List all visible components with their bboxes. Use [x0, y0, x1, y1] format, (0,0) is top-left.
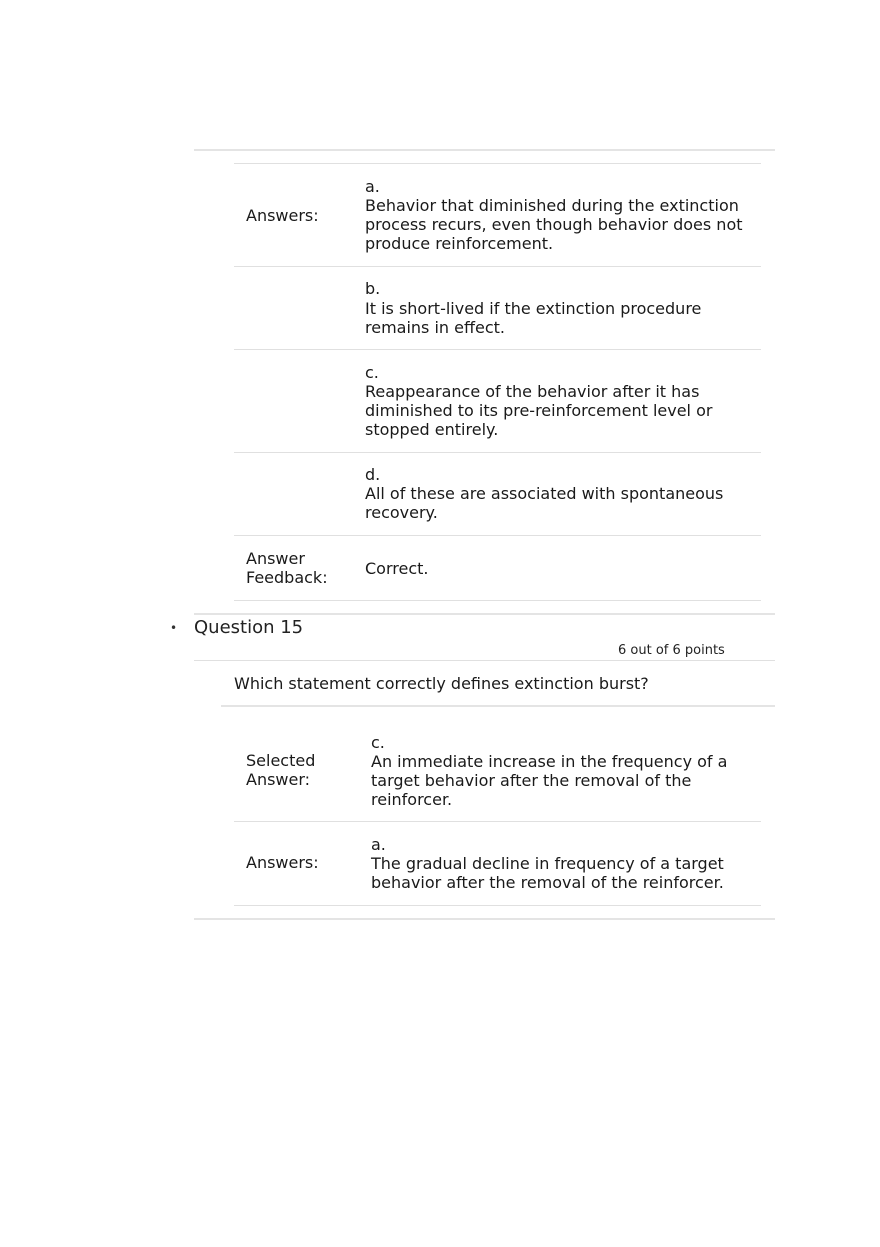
feedback-value: Correct.	[365, 559, 429, 578]
option-d-letter: d.	[365, 465, 381, 484]
selected-answer-label-line-2: Answer:	[246, 770, 311, 789]
divider-option-d	[234, 535, 761, 536]
divider-answers	[234, 905, 761, 906]
option-b-line-2: remains in effect.	[365, 318, 506, 337]
selected-answer-letter: c.	[371, 733, 385, 752]
divider-top	[194, 149, 775, 151]
list-bullet: •	[170, 621, 178, 635]
divider-answers-top	[234, 163, 761, 164]
option-c-letter: c.	[365, 363, 379, 382]
feedback-label-line-2: Feedback:	[246, 568, 328, 587]
option-c-line-3: stopped entirely.	[365, 420, 499, 439]
feedback-label-line-1: Answer	[246, 549, 305, 568]
selected-answer-line-2: target behavior after the removal of the	[371, 771, 692, 790]
selected-answer-line-3: reinforcer.	[371, 790, 453, 809]
divider-feedback	[234, 600, 761, 601]
selected-answer-label-line-1: Selected	[246, 751, 316, 770]
option-b-letter: b.	[365, 279, 381, 298]
divider-question-14-end	[194, 613, 775, 615]
divider-selected-answer	[234, 821, 761, 822]
option-a-line-3: produce reinforcement.	[365, 234, 554, 253]
question-prompt: Which statement correctly defines extinction burst?	[234, 674, 649, 693]
answer-letter: a.	[371, 835, 386, 854]
answers-label: Answers:	[246, 206, 319, 225]
question-title: Question 15	[194, 617, 304, 638]
answers-label-q15: Answers:	[246, 853, 319, 872]
option-d-line-2: recovery.	[365, 503, 438, 522]
divider-option-b	[234, 349, 761, 350]
question-points: 6 out of 6 points	[618, 643, 725, 658]
option-a-letter: a.	[365, 177, 380, 196]
option-c-line-2: diminished to its pre-reinforcement level or	[365, 401, 713, 420]
divider-question-15-end	[194, 918, 775, 920]
selected-answer-line-1: An immediate increase in the frequency of a	[371, 752, 728, 771]
divider-points	[194, 660, 775, 661]
divider-prompt	[221, 705, 775, 707]
answer-line-1: The gradual decline in frequency of a target	[371, 854, 724, 873]
option-a-line-2: process recurs, even though behavior does not	[365, 215, 743, 234]
option-c-line-1: Reappearance of the behavior after it has	[365, 382, 700, 401]
option-a-line-1: Behavior that diminished during the extinction	[365, 196, 739, 215]
option-b-line-1: It is short-lived if the extinction procedure	[365, 299, 702, 318]
divider-option-a	[234, 266, 761, 267]
answer-line-2: behavior after the removal of the reinforcer.	[371, 873, 724, 892]
option-d-line-1: All of these are associated with spontaneous	[365, 484, 724, 503]
divider-option-c	[234, 452, 761, 453]
